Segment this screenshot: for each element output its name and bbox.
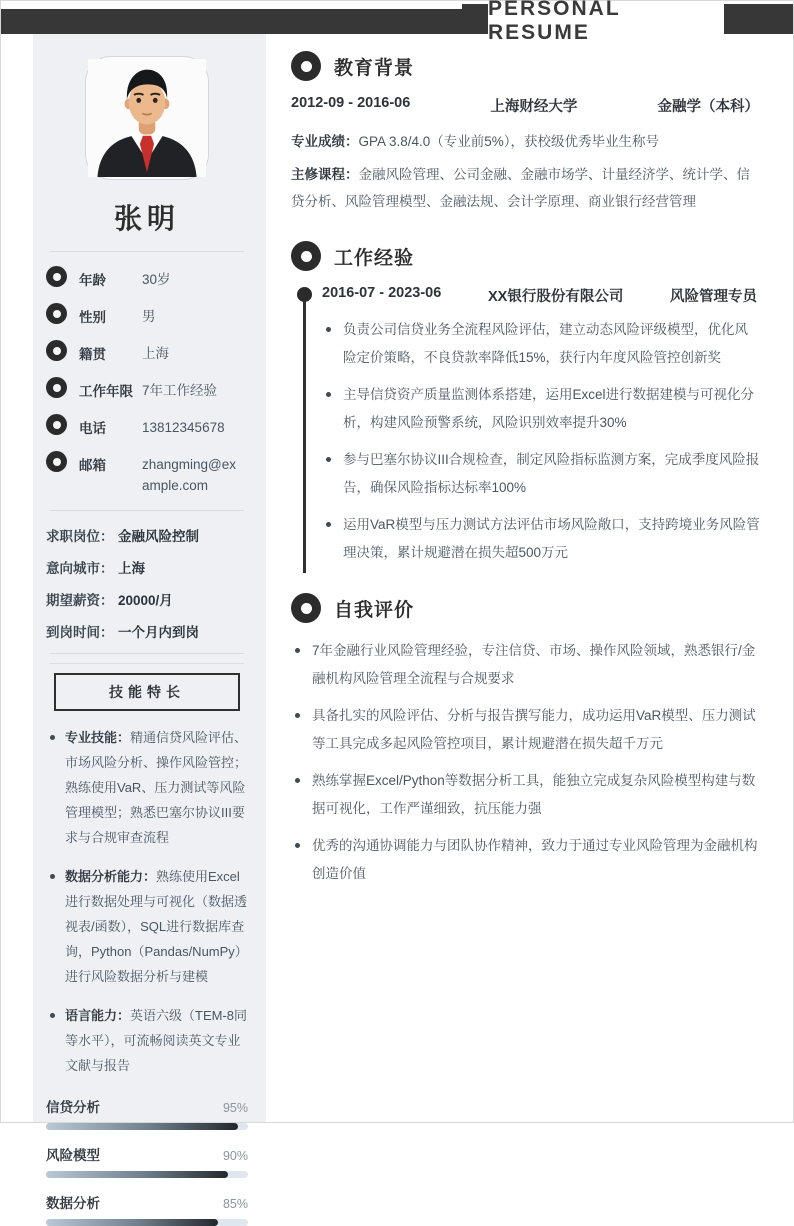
- evaluation-list: [291, 637, 761, 888]
- skill-bar-risk-model: [46, 1144, 248, 1178]
- info-label: 性别: [79, 310, 106, 325]
- skill-text: [65, 725, 248, 850]
- evaluation-bullet: [291, 767, 761, 823]
- education-period: 2012-09 - 2016-06: [291, 95, 411, 111]
- education-school: 上海财经大学: [490, 99, 578, 115]
- bullet-dot-icon: [295, 843, 300, 848]
- evaluation-bullet: [291, 832, 761, 888]
- bullet-text: 主导信贷资产质量监测体系搭建，运用Excel进行数据建模与可视化分析，构建风险预警系统，风险识别效率提升30%: [343, 387, 755, 430]
- info-value: 男: [142, 309, 156, 324]
- skill-body: 英语六级（TEM-8同等水平），可流畅阅读英文专业文献与报告: [65, 1008, 248, 1073]
- experience-bullet: [322, 511, 761, 567]
- intent-label: 意向城市：: [46, 561, 114, 576]
- info-row-age: [46, 266, 248, 290]
- bullet-text: 运用VaR模型与压力测试方法评估市场风险敞口，支持跨境业务风险管理决策，累计规避潜在损失超500万元: [343, 517, 760, 560]
- person-name: 张明: [113, 203, 180, 234]
- donut-icon: [46, 451, 67, 472]
- skill-label: 语言能力：: [65, 1008, 131, 1023]
- skill-label: 数据分析能力：: [65, 869, 157, 884]
- divider: [50, 663, 244, 664]
- intent-label: 到岗时间：: [46, 625, 114, 640]
- bullet-text: 参与巴塞尔协议III合规检查，制定风险指标监测方案，完成季度风险报告，确保风险指标达标率100%: [343, 452, 760, 495]
- timeline-dot-icon: [297, 287, 312, 302]
- donut-icon: [46, 303, 67, 324]
- info-row-phone: [46, 414, 248, 438]
- bullet-text: 具备扎实的风险评估、分析与报告撰写能力，成功运用VaR模型、压力测试等工具完成多起风险管控项目，累计规避潜在损失超千万元: [312, 708, 756, 751]
- bullet-text: 熟练掌握Excel/Python等数据分析工具，能独立完成复杂风险模型构建与数据可视化，工作严谨细致，抗压能力强: [312, 773, 756, 816]
- timeline-line: [303, 301, 306, 573]
- experience-bullet: [322, 381, 761, 437]
- job-intention-list: [46, 525, 248, 641]
- evaluation-bullet: [291, 637, 761, 693]
- skill-label: 专业技能：: [65, 730, 131, 745]
- education-courses: [291, 161, 761, 215]
- bar-percent: 85%: [222, 1197, 248, 1211]
- bullet-dot-icon: [50, 1013, 55, 1018]
- experience-period: 2016-07 - 2023-06: [322, 285, 442, 301]
- divider: [50, 251, 244, 252]
- intent-value: 金融风险控制: [118, 529, 199, 544]
- phone-value: 13812345678: [142, 420, 225, 435]
- gpa-text: GPA 3.8/4.0（专业前5%），获校级优秀毕业生称号: [358, 134, 660, 149]
- main-column: [291, 51, 761, 914]
- donut-icon: [46, 266, 67, 287]
- skill-text: [65, 1003, 248, 1078]
- bullet-dot-icon: [326, 522, 331, 527]
- skill-item-language: [46, 1003, 248, 1078]
- info-row-experience-years: [46, 377, 248, 401]
- education-entry-header: [291, 95, 759, 116]
- intent-label: 求职岗位：: [46, 529, 114, 544]
- bar-fill: [46, 1219, 218, 1226]
- skill-bar-credit-analysis: [46, 1096, 248, 1130]
- intent-label: 期望薪资：: [46, 593, 114, 608]
- bullet-dot-icon: [50, 735, 55, 740]
- profile-photo: [85, 56, 209, 180]
- header-title: PERSONAL RESUME: [488, 1, 724, 41]
- divider: [50, 510, 244, 511]
- experience-role: 风险管理专员: [669, 289, 757, 305]
- info-label: 年龄: [79, 273, 106, 288]
- skill-text: [65, 864, 248, 989]
- bullet-dot-icon: [295, 713, 300, 718]
- section-title: 教育背景: [334, 57, 415, 79]
- skill-item-professional: [46, 725, 248, 850]
- experience-bullet: [322, 446, 761, 502]
- section-donut-icon: [291, 593, 321, 623]
- section-donut-icon: [291, 241, 321, 271]
- bar-percent: 90%: [222, 1149, 248, 1163]
- bullet-dot-icon: [295, 778, 300, 783]
- info-label: 工作年限: [79, 384, 133, 399]
- info-label: 籍贯: [79, 347, 106, 362]
- section-evaluation: [291, 593, 761, 888]
- section-education: [291, 51, 761, 215]
- donut-icon: [46, 414, 67, 435]
- header-band-right-segment: [724, 4, 793, 34]
- bullet-dot-icon: [326, 392, 331, 397]
- skills-list: [46, 725, 248, 1078]
- personal-info-list: [46, 266, 248, 496]
- info-row-hometown: [46, 340, 248, 364]
- info-label: 电话: [79, 421, 106, 436]
- section-donut-icon: [291, 51, 321, 81]
- section-experience: [291, 241, 761, 567]
- bar-label: 数据分析: [46, 1196, 100, 1211]
- bullet-dot-icon: [326, 457, 331, 462]
- evaluation-bullet: [291, 702, 761, 758]
- bar-track: [46, 1171, 248, 1178]
- bullet-dot-icon: [50, 874, 55, 879]
- section-title: 自我评价: [334, 599, 415, 621]
- education-major: 金融学（本科）: [657, 99, 759, 115]
- bar-track: [46, 1123, 248, 1130]
- skill-bar-data-analysis: [46, 1192, 248, 1226]
- experience-bullet: [322, 316, 761, 372]
- section-title: 工作经验: [334, 247, 415, 269]
- skill-bars: [46, 1096, 248, 1226]
- info-value: 上海: [142, 346, 169, 361]
- education-gpa: [291, 128, 761, 155]
- courses-text: 金融风险管理、公司金融、金融市场学、计量经济学、统计学、信贷分析、风险管理模型、金融法规、会计学原理、商业银行经营管理: [291, 167, 750, 209]
- intent-value: 上海: [118, 561, 145, 576]
- bullet-dot-icon: [295, 648, 300, 653]
- donut-icon: [46, 340, 67, 361]
- intent-row-availability: [46, 621, 248, 641]
- bar-percent: 95%: [222, 1101, 248, 1115]
- skill-item-data-analysis: [46, 864, 248, 989]
- intent-row-salary: [46, 589, 248, 609]
- skill-body: 熟练使用Excel进行数据处理与可视化（数据透视表/函数），SQL进行数据库查询，Python（Pandas/NumPy）进行风险数据分析与建模: [65, 869, 248, 984]
- info-row-email: [46, 451, 248, 496]
- intent-row-city: [46, 557, 248, 577]
- gpa-label: 专业成绩：: [291, 134, 359, 149]
- bar-fill: [46, 1171, 228, 1178]
- experience-entry: [291, 285, 761, 567]
- header-band-accent-block: [462, 4, 488, 34]
- bar-fill: [46, 1123, 238, 1130]
- bar-label: 信贷分析: [46, 1100, 100, 1115]
- info-label: 邮箱: [79, 458, 106, 473]
- bullet-text: 7年金融行业风险管理经验，专注信贷、市场、操作风险领域，熟悉银行/金融机构风险管理全流程与合规要求: [312, 643, 756, 686]
- experience-company: XX银行股份有限公司: [487, 289, 624, 305]
- sidebar: [33, 34, 266, 1211]
- bar-label: 风险模型: [46, 1148, 100, 1163]
- divider: [50, 653, 244, 654]
- header-band-left-segment: [1, 9, 462, 34]
- bullet-text: 负责公司信贷业务全流程风险评估，建立动态风险评级模型，优化风险定价策略，不良贷款率降低15%，获行内年度风险管控创新奖: [343, 322, 748, 365]
- bar-track: [46, 1219, 248, 1226]
- intent-row-position: [46, 525, 248, 545]
- intent-value: 一个月内到岗: [118, 625, 199, 640]
- bullet-text: 优秀的沟通协调能力与团队协作精神，致力于通过专业风险管理为金融机构创造价值: [312, 838, 758, 881]
- male-portrait-icon: [88, 59, 206, 177]
- info-row-gender: [46, 303, 248, 327]
- skill-body: 精通信贷风险评估、市场风险分析、操作风险管控；熟练使用VaR、压力测试等风险管理模型；熟悉巴塞尔协议III要求与合规审查流程: [65, 730, 248, 845]
- intent-value: 20000/月: [118, 593, 173, 608]
- info-value: 30岁: [142, 272, 171, 287]
- experience-entry-header: [322, 285, 761, 306]
- bullet-dot-icon: [326, 327, 331, 332]
- info-value: 7年工作经验: [142, 383, 218, 398]
- donut-icon: [46, 377, 67, 398]
- email-value: zhangming@example.com: [142, 457, 237, 493]
- skills-section-title: 技能特长: [54, 673, 240, 711]
- courses-label: 主修课程：: [291, 167, 359, 182]
